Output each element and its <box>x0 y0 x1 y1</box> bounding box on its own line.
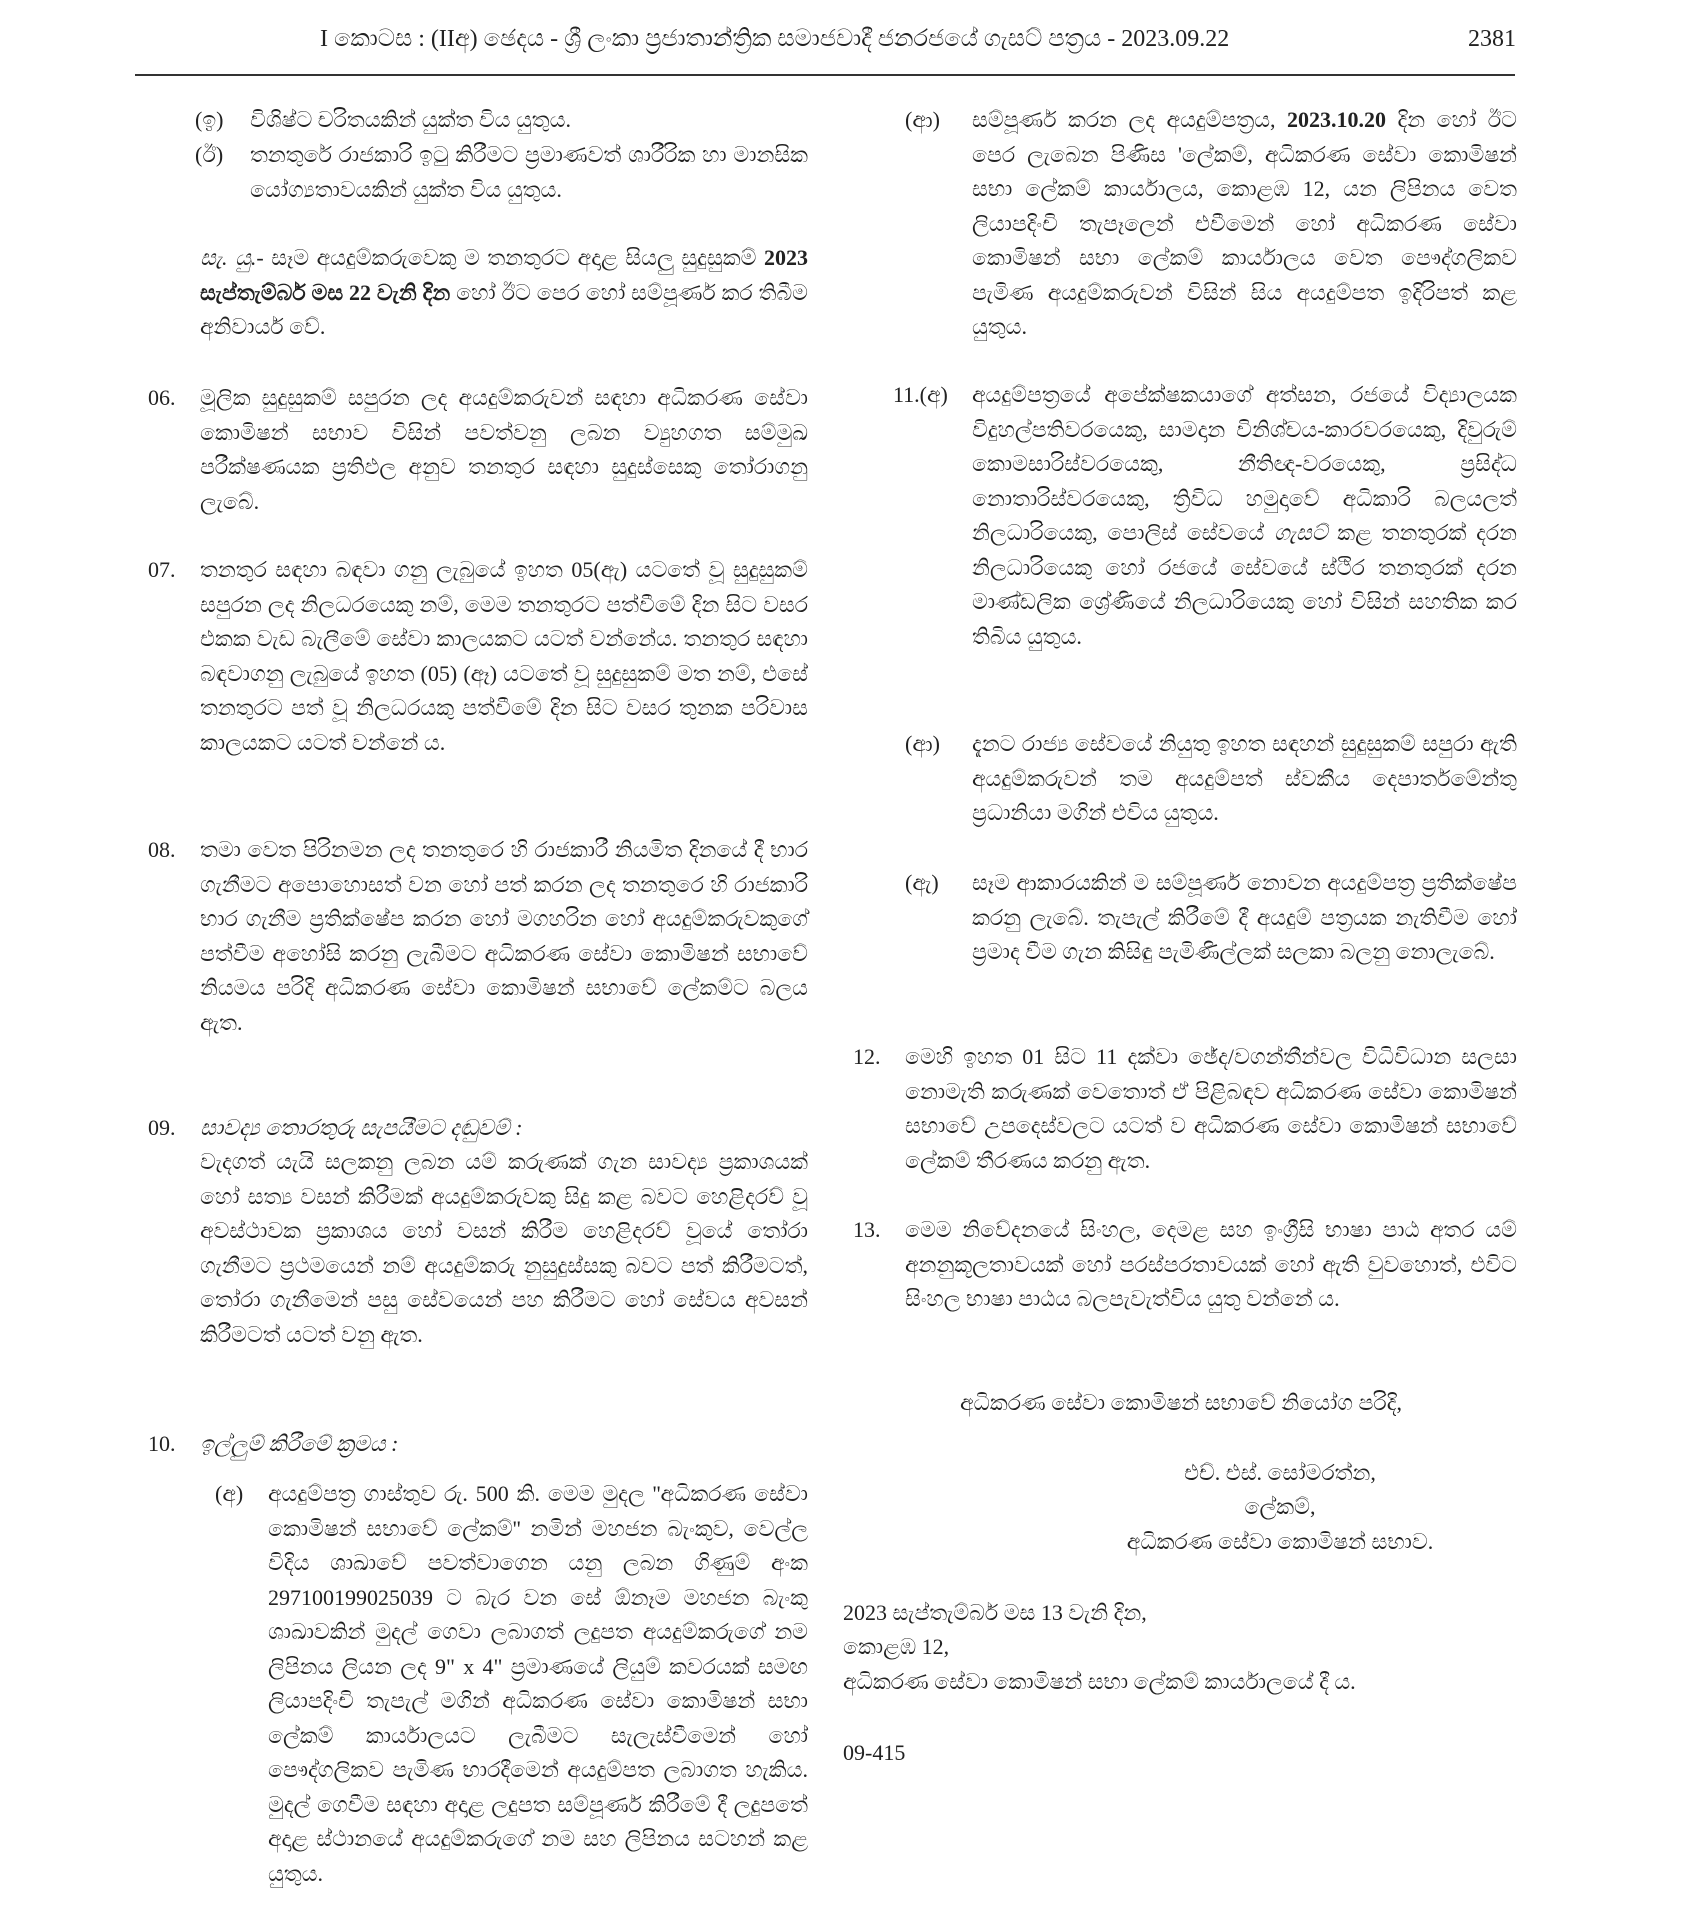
section-08: තමා වෙත පිරිනමන ලද තනතුරෙ හි රාජකාරී නියමිත දිනයේ දී භාර ගැනීමට අපොහොසත් වන හෝ පත් කරන ලද තනතුරෙ හි රාජකාරි භාර ගැනීම ප්‍රතික්ෂේප කරන හෝ මගහරින හෝ අයදුම්කරුවකුගේ පත්වීම අහෝසි කරනු ලැබීමට අධිකරණ සේවා කොමිෂන් සභාවේ නියමය පරිදි අධිකරණ සේවා කොමිෂන් සභාවේ ලේකම්ට බලය ඇත. <box>200 837 808 1035</box>
section-13: මෙම නිවේදනයේ සිංහල, දෙමළ සහ ඉංග්‍රීසි භාෂා පාඨ අතර යම් අනනුකූලතාවයක් හෝ පරස්පරතාවයක් හෝ ඇති වුවහොත්, එවිට සිංහල භාෂා පාඨය බලපැවැත්විය යුතු වන්නේ ය. <box>905 1217 1517 1311</box>
signatory-org: අධිකරණ සේවා කොමිෂන් සභාව. <box>1126 1529 1434 1554</box>
section-09: වැදගත් යැයි සලකනු ලබන යම් කරුණක් ගැන සාවද්‍ය ප්‍රකාශයක් හෝ සත්‍ය වසන් කිරීමක් අයදුම්කරුවකු සිදු කළ බවට හෙළිදරව් වූ අවස්ථාවක ප්‍රකාශය හෝ වසන් කිරීම හෙළිදරව් වූයේ තෝරා ගැනීමට ප්‍රථමයෙන් නම් අයදුම්කරු නුසුදුස්සකු බවට පත් කිරීමටත්, තෝරා ගැනීමෙන් පසු සේවයෙන් පහ කිරීමට හෝ සේවය අවසන් කිරීමටත් යටත් වනු ඇත. <box>200 1149 808 1347</box>
text: කළ තනතුරක් දරන නිලධාරියෙකු හෝ රජයේ සේවයේ ස්ථිර තනතුරක් දරන මාණ්ඩලික ශ්‍රේණියේ නිලධාරියෙකු හෝ විසින් සහතික කර තිබිය යුතුය. <box>972 520 1518 649</box>
text: අයදුම්පත්‍රයේ අපේක්ෂකයාගේ අත්සන, රජයේ විද්‍යාලයක විදුහල්පතිවරයෙකු, සාමදාන විනිශ්චය-කාරවරයෙකු, දිවුරුම් කොමසාරිස්වරයෙකු, නීතිඥ-වරයෙකු, ප්‍රසිද්ධ නොතාරිස්වරයෙකු, ත්‍රිවිධ හමුදාවේ අධිකාරි බලයලත් නිලධාරියෙකු, පොලිස් සේවයේ <box>972 382 1517 545</box>
note-label: සැ. යු.- <box>200 245 264 270</box>
section-number: 09. <box>148 1115 176 1140</box>
section-09-title: සාවද්‍ය තොරතුරු සැපයීමට දඬුවම් : <box>200 1115 523 1140</box>
section-number: 08. <box>148 837 176 862</box>
section-number: 06. <box>148 385 176 410</box>
header-rule <box>135 74 1515 76</box>
note-text: හෝ ඊට පෙර හෝ සම්පූර්ණ කර තිබීම අනිවාර්ය වේ. <box>200 279 809 339</box>
section-number: 12. <box>853 1044 881 1069</box>
order-line: අධිකරණ සේවා කොමිෂන් සභාවේ නියෝග පරිදි, <box>960 1390 1402 1415</box>
item-number: (ඇ) <box>905 870 939 895</box>
text: සම්පූර්ණ කරන ලද අයදුම්පත්‍රය, <box>972 107 1276 132</box>
section-number: 13. <box>853 1217 881 1242</box>
office-line: අධිකරණ සේවා කොමිෂන් සභා ලේකම් කාර්යාලයේ දී ය. <box>843 1669 1356 1694</box>
reference-number: 09-415 <box>843 1740 906 1765</box>
section-11c: සෑම ආකාරයකින් ම සම්පූර්ණ නොවන අයදුම්පත්‍ර ප්‍රතික්ෂේප කරනු ලැබේ. තැපැල් කිරීමේ දී අයදුම් පත්‍රයක නැතිවීම හෝ ප්‍රමාද වීම ගැන කිසිඳු පැමිණිල්ලක් සලකා බලනු නොලැබේ. <box>972 870 1517 964</box>
signatory-title: ලේකම්, <box>1244 1494 1316 1519</box>
note-paragraph <box>200 241 808 345</box>
paragraph: තනතුරේ රාජකාරි ඉටු කිරීමට ප්‍රමාණවත් ශාරීරික හා මානසික යෝග්‍යතාවයකින් යුක්ත විය යුතුය. <box>250 142 808 202</box>
date-line: 2023 සැප්තැම්බර් මස 13 වැනි දින, <box>843 1600 1147 1625</box>
text: දින හෝ ඊට පෙර ලැබෙන පිණිස 'ලේකම්, අධිකරණ සේවා කොමිෂන් සභා ලේකම් කාර්යාලය, කොළඹ 12, යන ලිපිනය වෙත ලියාපදිංචි තැපෑලෙන් එවීමෙන් හෝ අධිකරණ සේවා කොමිෂන් සභා ලේකම් කාර්යාලය වෙත පෞද්ගලිකව පැමිණ අයදුම්කරුවන් විසින් සිය අයදුම්පත ඉදිරිපත් කළ යුතුය. <box>972 107 1518 339</box>
section-10b <box>972 103 1517 345</box>
item-number: (ඉ) <box>195 107 224 132</box>
item-number: (ආ) <box>905 107 940 132</box>
section-06: මූලික සුදුසුකම් සපුරන ලද අයදුම්කරුවන් සඳහා අධිකරණ සේවා කොමිෂන් සභාව විසින් පවත්වනු ලබන ව්‍යුහගත සම්මුඛ පරීක්ෂණයක ප්‍රතිඵල අනුව තනතුර සඳහා සුදුස්සෙකු තෝරාගනු ලැබේ. <box>200 385 808 514</box>
section-11a <box>972 378 1517 654</box>
section-12: මෙහි ඉහත 01 සිට 11 දක්වා ඡේද/වගන්තීන්වල විධිවිධාන සලසා නොමැති කරුණක් වෙතොත් ඒ පිළිබඳව අධිකරණ සේවා කොමිෂන් සභාවේ උපදෙස්වලට යටත් ව අධිකරණ සේවා කොමිෂන් සභාවේ ලේකම් තීරණය කරනු ඇත. <box>905 1044 1517 1173</box>
page-number: 2381 <box>1468 26 1516 52</box>
section-number: 07. <box>148 557 176 582</box>
note-text: සෑම අයදුම්කරුවෙකු ම තනතුරට අදාළ සියලු සුදුසුකම් <box>271 245 757 270</box>
section-10a: අයදුම්පත්‍ර ගාස්තුව රු. 500 කි. මෙම මුදල ''අධිකරණ සේවා කොමිෂන් සභාවේ ලේකම්'' නමින් මහජන බැංකුව, වෙල්ල විදිය ශාඛාවේ පවත්වාගෙන යනු ලබන ගිණුම් අංක 297100199025039 ට බැර වන සේ ඕනෑම මහජන බැංකු ශාඛාවකින් මුදල් ගෙවා ලබාගත් ලදුපත අයදුම්කරුගේ නම ලිපිනය ලියන ලද 9" x 4" ප්‍රමාණයේ ලියුම් කවරයක් සමඟ ලියාපදිංචි තැපැල් මගින් අධිකරණ සේවා කොමිෂන් සභා ලේකම් කාර්යාලයට ලැබීමට සැලැස්වීමෙන් හෝ පෞද්ගලිකව පැමිණ භාරදීමෙන් අයදුම්පත ලබාගත හැකිය. මුදල් ගෙවීම සඳහා අදාළ ලදුපත සම්පූර්ණ කිරීමේ දී ලදුපතේ අදාළ ස්ථානයේ අයදුම්කරුගේ නම සහ ලිපිනය සටහන් කළ යුතුය. <box>268 1481 808 1886</box>
deadline-date: 2023.10.20 <box>1287 107 1387 132</box>
signatory-name: එච්. එස්. සෝමරත්න, <box>1184 1460 1376 1485</box>
paragraph: විශිෂ්ට චරිතයකින් යුක්ත විය යුතුය. <box>250 107 571 132</box>
place-line: කොළඹ 12, <box>843 1634 950 1659</box>
section-07: තනතුර සඳහා බඳවා ගනු ලැබුයේ ඉහත 05(ඇ) යටතේ වූ සුදුසුකම් සපුරන ලද නිලධරයෙකු නම්, මෙම තනතුරට පත්වීමේ දින සිට වසර එකක වැඩ බැලීමේ සේවා කාලයකට යටත් වන්නේය. තනතුර සඳහා බඳවාගනු ලැබුයේ ඉහත (05) (ඈ) යටතේ වූ සුදුසුකම් මත නම්, එසේ තනතුරට පත් වූ නිලධරයකු පත්වීමේ දින සිට වසර තුනක පරිවාස කාලයකට යටත් වන්නේ ය. <box>200 557 808 755</box>
section-number: 10. <box>148 1431 176 1456</box>
gazette-header-title: I කොටස : (IIඅ) ඡෙදය - ශ්‍රී ලංකා ප්‍රජාතාන්ත්‍රික සමාජවාදී ජනරජයේ ගැසට් පත්‍රය - 2023.09.22 <box>320 26 1230 52</box>
note-deadline: 2023 සැප්තැම්බර් මස 22 වැනි දින <box>200 245 809 305</box>
item-number: (ඊ) <box>195 142 224 167</box>
section-11b: දැනට රාජ්‍ය සේවයේ නියුතු ඉහත සඳහන් සුදුසුකම් සපුරා ඇති අයදුම්කරුවන් තම අයදුම්පත් ස්වකීය දෙපාර්තමේන්තු ප්‍රධානියා මගින් එවිය යුතුය. <box>972 731 1517 825</box>
item-number: (අ) <box>215 1481 244 1506</box>
section-number: 11.(අ) <box>893 382 948 407</box>
item-number: (ආ) <box>905 731 940 756</box>
section-10-title: ඉල්ලුම් කිරීමේ ක්‍රමය : <box>200 1431 399 1456</box>
text-italic: ගැසට් <box>1273 520 1328 545</box>
